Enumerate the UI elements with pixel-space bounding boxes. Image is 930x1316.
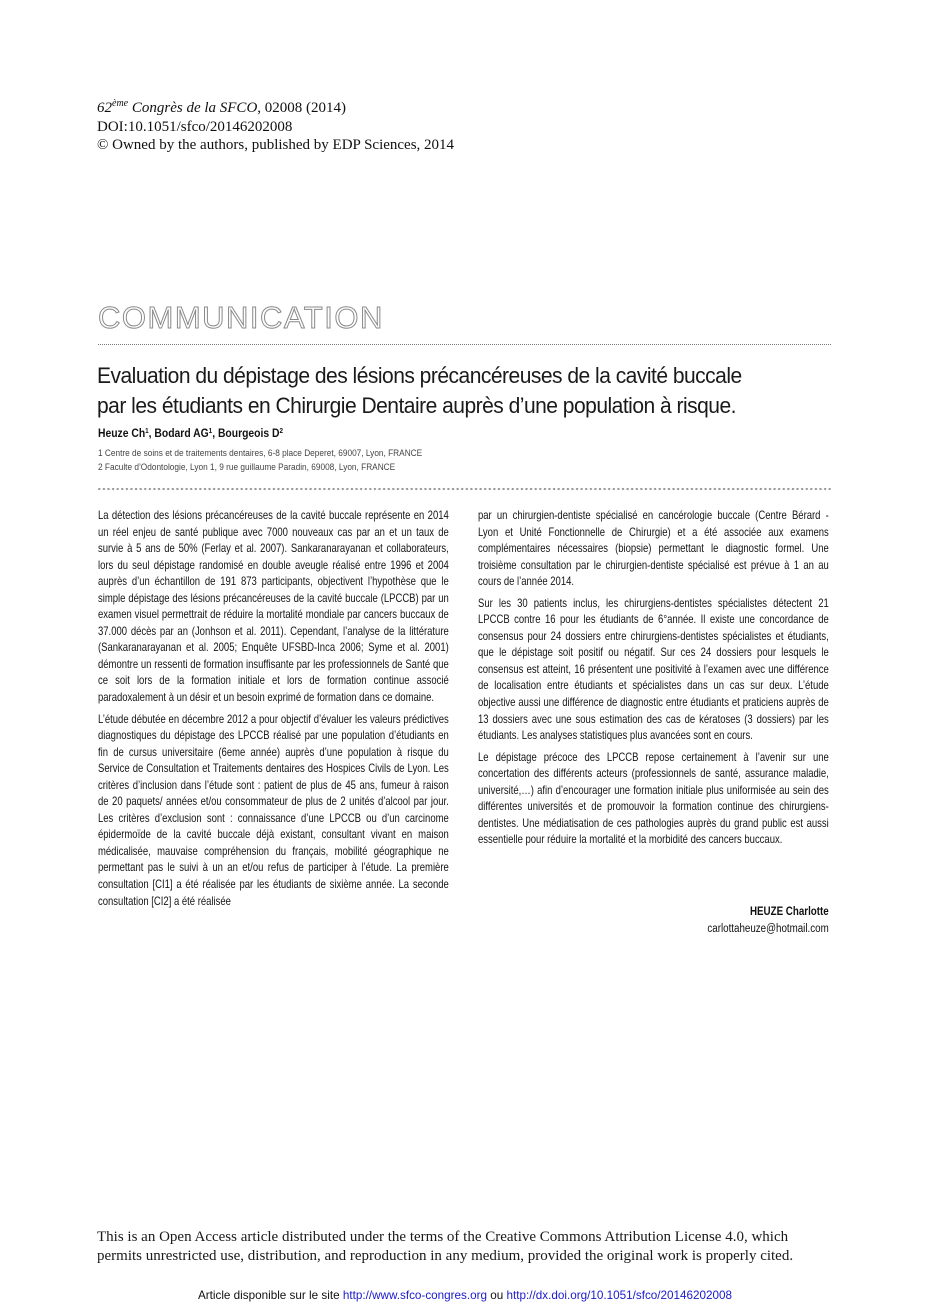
author-3: Bourgeois D [217, 428, 280, 440]
dotted-divider [97, 487, 831, 491]
paragraph: Sur les 30 patients inclus, les chirurgiens-dentistes spécialistes détectent 21 LPCCB contre 16 pour les étudiants de 6°année. Il existe une concordance de consensus pour 24 dossiers entre chirurgiens-dentistes spécialistes et étudiants, que le dépistage soit positif ou négatif. Sur ces 24 dossiers pour lesquels le consensus est atteint, 16 présentent une positivité à l’examen avec une différence de localisation entre étudiants et spécialistes dans un cas sur deux. L’étude objective aussi une différence de diagnostic entre étudiants et praticiens auprès de 13 dossiers avec une sous estimation des cas de kératoses (3 dossiers) par les étudiants. Les analyses statistiques plus avancées sont en cours. [478, 596, 829, 743]
article-title [97, 361, 767, 421]
conference-number: 62 [97, 100, 112, 116]
affiliation-1: 1 Centre de soins et de traitements dentaires, 6-8 place Deperet, 69007, Lyon, FRANCE [98, 448, 423, 458]
author-1-affiliation: 1 [145, 428, 149, 435]
paragraph: La détection des lésions précancéreuses de la cavité buccale représente en 2014 un réel enjeu de santé publique avec 7000 nouveaux cas par an et un taux de survie à 5 ans de 50% (Ferlay et al. 2007). Sankaranarayanan et collaborateurs, lors du seul dépistage randomisé en double aveugle réalisé entre 1996 et 2004 auprès d’un échantillon de 191 873 participants, objectivent l’hypothèse que le simple dépistage des lésions précancéreuses de la cavité buccale (LPCCB) par un examen visuel permettrait de réduire la mortalité mondiale par cancers buccaux de 37.000 décès par an (Jonhson et al. 2011). Cependant, l’analyse de la littérature (Sankaranarayanan et al. 2005; Enquête UFSBD-Inca 2006; Syme et al. 2001) démontre un ressenti de formation insuffisante par les professionnels de Santé que ce soit lors de la formation initiale et lors de formation continue associé paradoxalement à un désir et un besoin exprimé de formation dans ce domaine. [98, 509, 449, 705]
paragraph: Le dépistage précoce des LPCCB repose certainement à l’avenir sur une concertation des différents acteurs (professionnels de santé, assurance maladie, université,…) afin d’encourager une formation initiale plus uniformisée au sein des différentes universités et de promouvoir la formation continue des chirurgiens-dentistes. Une médiatisation de ces pathologies auprès du grand public est aussi essentielle pour réduire la mortalité et la morbidité des cancers buccaux. [478, 750, 829, 847]
doi-line: DOI:10.1051/sfco/20146202008 [97, 118, 293, 135]
body-column-right [478, 508, 829, 854]
license-notice [97, 1228, 837, 1266]
conference-name: Congrès de la SFCO [131, 100, 258, 116]
section-label: COMMUNICATION [98, 300, 384, 335]
author-signature [708, 904, 829, 937]
license-line-1: This is an Open Access article distributed under the terms of the Creative Commons Attribution License 4.0, which [97, 1229, 789, 1245]
signature-name: HEUZE Charlotte [750, 906, 829, 918]
availability-or: ou [487, 1289, 507, 1302]
paragraph: par un chirurgien-dentiste spécialisé en cancérologie buccale (Centre Bérard - Lyon et Unité Fonctionnelle de Chirurgie) et a été associée aux examens complémentaires nécessaires (biopsie) permettant le diagnostic formel. Une troisième consultation par le chirurgien-dentiste spécialisé est prévue à 1 an au cours de l’année 2014. [478, 509, 829, 589]
article-availability [0, 1289, 930, 1302]
author-separator: , [148, 428, 155, 440]
conference-line [97, 99, 697, 118]
copyright-line: © Owned by the authors, published by EDP Sciences, 2014 [97, 137, 455, 153]
title-line-1: Evaluation du dépistage des lésions précancéreuses de la cavité buccale [97, 363, 742, 388]
conference-reference: , 02008 (2014) [257, 100, 347, 116]
body-column-left [98, 508, 449, 915]
author-3-affiliation: 2 [279, 428, 284, 435]
conference-ordinal: ème [112, 98, 129, 109]
journal-header [97, 99, 697, 155]
signature-email: carlottaheuze@hotmail.com [707, 922, 829, 935]
doi-link[interactable]: http://dx.doi.org/10.1051/sfco/20146202008 [506, 1289, 733, 1302]
section-divider [98, 344, 831, 345]
author-list [98, 428, 283, 440]
sfco-site-link[interactable]: http://www.sfco-congres.org [342, 1289, 488, 1302]
paragraph: L’étude débutée en décembre 2012 a pour objectif d’évaluer les valeurs prédictives diagnostiques du dépistage des LPCCB réalisé par une population d’étudiants en fin de cursus universitaire (6eme année) auprès d’une population à risque du Service de Consultation et Traitements dentaires des Hospices Civils de Lyon. Les critères d’inclusion dans l’étude sont : patient de plus de 45 ans, fumeur à raison de 20 paquets/ années et/ou consommateur de plus de 2 unités d’alcool par jour. Les critères d’exclusion sont : connaissance d’une LPCCB ou d’un carcinome épidermoïde de la cavité buccale déjà existant, consultant vivant en maison médicalisée, mauvaise compréhension du français, mobilité géographique ne permettant pas le suivi à un an et/ou refus de participer à l’étude. La première consultation [CI1] a été réalisée par les étudiants de sixième année. La seconde consultation [CI2] a été réalisée [98, 712, 449, 908]
author-separator: , [212, 428, 218, 440]
affiliation-2: 2 Faculte d’Odontologie, Lyon 1, 9 rue guillaume Paradin, 69008, Lyon, FRANCE [98, 462, 396, 472]
author-1: Heuze Ch [98, 428, 146, 440]
author-2-affiliation: 1 [208, 428, 213, 435]
license-line-2: permits unrestricted use, distribution, and reproduction in any medium, provided the original work is properly cited. [97, 1248, 794, 1264]
author-2: Bodard AG [154, 428, 209, 440]
title-line-2: par les étudiants en Chirurgie Dentaire auprès d’une population à risque. [97, 393, 736, 418]
availability-prefix: Article disponible sur le site [197, 1289, 343, 1302]
